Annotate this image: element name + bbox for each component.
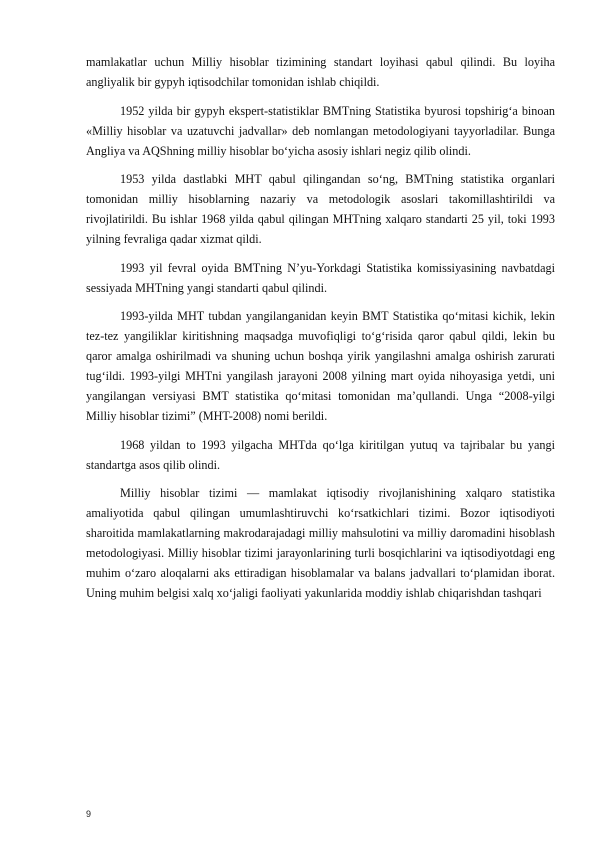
paragraph-5: 1993-yilda MHT tubdan yangilanganidan keyin BMT Statistika qo‘mitasi kichik, lekin tez-tez yangiliklar kiritishning maqsadga muvofiqligi to‘g‘risida qaror qabul qildi, lekin bu qaror amalga oshirilmadi va shuning uchun boshqa yirik yangilashni amalga oshirish zarurati tug‘ildi. 1993-yilgi MHTni yangilash jarayoni 2008 yilning mart oyida nihoyasiga yetdi, uni yangilangan versiyasi BMT statistika qo‘mitasi tomonidan ma’qullandi. Unga “2008-yilgi Milliy hisoblar tizimi” (MHT-2008) nomi berildi.	[86, 309, 555, 423]
paragraph-7: Milliy hisoblar tizimi — mamlakat iqtisodiy rivojlanishining xalqaro statistika amaliyotida qabul qilingan umumlashtiruvchi ko‘rsatkichlari tizimi. Bozor iqtisodiyoti sharoitida mamlakatlarning makrodarajadagi milliy mahsulotini va milliy daromadini hisoblash metodologiyasi. Milliy hisoblar tizimi jarayonlarining turli bosqichlarini va iqtisodiyotdagi eng muhim o‘zaro aloqalarni aks ettiradigan hisoblamalar va balans jadvallari to‘plamidan iborat. Uning muhim belgisi xalq xo‘jaligi faoliyati yakunlarida moddiy ishlab chiqarishdan tashqari	[86, 486, 555, 600]
page-number: 9	[86, 809, 92, 819]
paragraph-6: 1968 yildan to 1993 yilgacha MHTda qo‘lga kiritilgan yutuq va tajribalar bu yangi standartga asos qilib olindi.	[86, 437, 555, 472]
document-body	[86, 52, 555, 612]
paragraph-1: mamlakatlar uchun Milliy hisoblar tizimining standart loyihasi qabul qilindi. Bu loyiha angliyalik bir gypyh iqtisodchilar tomonidan ishlab chiqildi.	[86, 55, 555, 89]
paragraph-3: 1953 yilda dastlabki MHT qabul qilingandan so‘ng, BMTning statistika organlari tomonidan milliy hisoblarning nazariy va metodologik asoslari takomillashtirildi va rivojlatirildi. Bu ishlar 1968 yilda qabul qilingan MHTning xalqaro standarti 25 yil, toki 1993 yilning fevraliga qadar xizmat qildi.	[86, 172, 555, 246]
paragraph-4: 1993 yil fevral oyida BMTning N’yu-Yorkdagi Statistika komissiyasining navbatdagi sessiyada MHTning yangi standarti qabul qilindi.	[86, 260, 555, 295]
paragraph-2: 1952 yilda bir gypyh ekspert-statistiklar BMTning Statistika byurosi topshirig‘a binoan «Milliy hisoblar va uzatuvchi jadvallar» deb nomlangan metodologiyani tayyorladilar. Bunga Angliya va AQShning milliy hisoblar bo‘yicha asosiy ishlari negiz qilib olindi.	[86, 103, 555, 158]
